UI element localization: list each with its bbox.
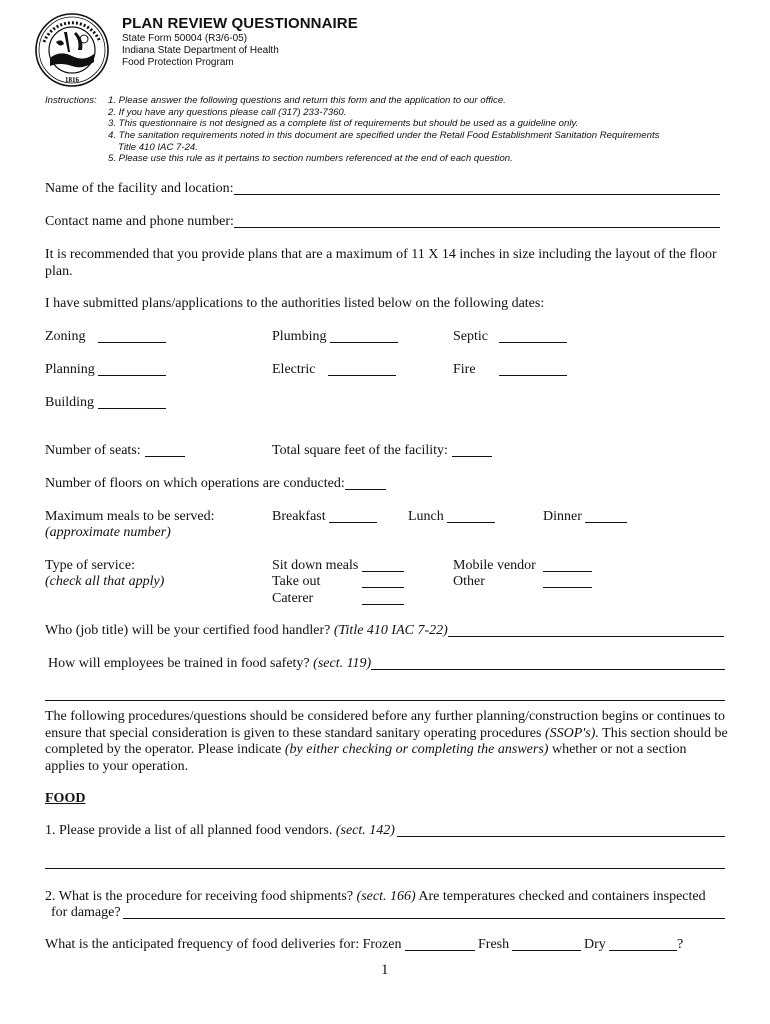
- electric-date-input[interactable]: [328, 375, 396, 376]
- breakfast-input[interactable]: [329, 522, 377, 523]
- electric-label: Electric: [272, 362, 316, 377]
- caterer-label: Caterer: [272, 591, 314, 606]
- planning-date-input[interactable]: [98, 375, 166, 376]
- facility-label: Name of the facility and location:: [45, 181, 234, 196]
- receiving-procedure-input[interactable]: [123, 918, 725, 919]
- sqft-label: Total square feet of the facility:: [272, 443, 448, 458]
- seal-year: 1816: [65, 76, 79, 84]
- instruction-2: 2. If you have any questions please call (317) 233-7360.: [108, 107, 347, 118]
- dry-frequency-input[interactable]: [609, 950, 677, 951]
- service-sub-label: (check all that apply): [45, 574, 165, 589]
- take-out-label: Take out: [272, 574, 321, 589]
- handler-input[interactable]: [448, 636, 724, 637]
- procedures-line1: The following procedures/questions should be considered before any further planning/construction begins or continues to: [45, 709, 725, 724]
- food-vendors-input-2[interactable]: [45, 868, 725, 869]
- instruction-5: 5. Please use this rule as it pertains to section numbers referenced at the end of each question.: [108, 153, 513, 164]
- other-label: Other: [453, 574, 485, 589]
- food-heading: FOOD: [45, 791, 86, 806]
- food-q2-line1: 2. What is the procedure for receiving food shipments? (sect. 166) Are temperatures checked and containers inspected: [45, 889, 706, 904]
- instruction-4-cont: Title 410 IAC 7-24.: [118, 142, 198, 153]
- sit-down-label: Sit down meals: [272, 558, 359, 573]
- mobile-vendor-label: Mobile vendor: [453, 558, 536, 573]
- planning-label: Planning: [45, 362, 95, 377]
- caterer-checkbox[interactable]: [362, 604, 404, 605]
- instructions-label: Instructions:: [45, 95, 97, 106]
- sit-down-checkbox[interactable]: [362, 571, 404, 572]
- breakfast-label: Breakfast: [272, 509, 326, 524]
- department-name: Indiana State Department of Health: [122, 45, 279, 56]
- fresh-frequency-input[interactable]: [512, 950, 581, 951]
- meals-label: Maximum meals to be served:: [45, 509, 215, 524]
- septic-date-input[interactable]: [499, 342, 567, 343]
- zoning-date-input[interactable]: [98, 342, 166, 343]
- procedures-line2: ensure that special consideration is given to these standard sanitary operating procedures (SSOP's). This section should be: [45, 726, 728, 741]
- lunch-input[interactable]: [447, 522, 495, 523]
- dinner-label: Dinner: [543, 509, 582, 524]
- food-vendors-input[interactable]: [397, 836, 725, 837]
- fire-date-input[interactable]: [499, 375, 567, 376]
- program-name: Food Protection Program: [122, 57, 234, 68]
- floors-input[interactable]: [345, 489, 386, 490]
- contact-label: Contact name and phone number:: [45, 214, 234, 229]
- handler-question: Who (job title) will be your certified food handler? (Title 410 IAC 7-22): [45, 623, 448, 638]
- seats-label: Number of seats:: [45, 443, 141, 458]
- instruction-3: 3. This questionnaire is not designed as a complete list of requirements but should be used as a guideline only.: [108, 118, 579, 129]
- septic-label: Septic: [453, 329, 488, 344]
- sqft-input[interactable]: [452, 456, 492, 457]
- meals-sub-label: (approximate number): [45, 525, 171, 540]
- building-date-input[interactable]: [98, 408, 166, 409]
- frozen-frequency-input[interactable]: [405, 950, 475, 951]
- training-input[interactable]: [371, 669, 725, 670]
- training-question: How will employees be trained in food safety? (sect. 119): [48, 656, 372, 671]
- other-checkbox[interactable]: [543, 587, 592, 588]
- instruction-1: 1. Please answer the following questions and return this form and the application to our office.: [108, 95, 506, 106]
- facility-input[interactable]: [234, 194, 720, 195]
- building-label: Building: [45, 395, 95, 410]
- take-out-checkbox[interactable]: [362, 587, 404, 588]
- question-mark: ?: [677, 937, 684, 952]
- fire-label: Fire: [453, 362, 476, 377]
- procedures-line4: applies to your operation.: [45, 759, 189, 774]
- service-label: Type of service:: [45, 558, 135, 573]
- page-title: PLAN REVIEW QUESTIONNAIRE: [122, 15, 358, 32]
- food-q1: 1. Please provide a list of all planned food vendors. (sect. 142): [45, 823, 395, 838]
- lunch-label: Lunch: [408, 509, 444, 524]
- dinner-input[interactable]: [585, 522, 627, 523]
- dry-label: Dry: [584, 937, 606, 952]
- form-number: State Form 50004 (R3/6-05): [122, 33, 248, 44]
- fresh-label: Fresh: [478, 937, 510, 952]
- food-q2-line2: for damage?: [51, 905, 121, 920]
- frequency-label: What is the anticipated frequency of food deliveries for: Frozen: [45, 937, 402, 952]
- zoning-label: Zoning: [45, 329, 86, 344]
- section-divider: [45, 700, 725, 701]
- floors-label: Number of floors on which operations are conducted:: [45, 476, 345, 491]
- procedures-line3: completed by the operator. Please indicate (by either checking or completing the answers) whether or not a section: [45, 742, 687, 757]
- page-number: 1: [381, 962, 389, 978]
- contact-input[interactable]: [234, 227, 720, 228]
- mobile-vendor-checkbox[interactable]: [543, 571, 592, 572]
- plans-note-line1: It is recommended that you provide plans that are a maximum of 11 X 14 inches in size including the layout of the floor: [45, 247, 717, 262]
- plumbing-label: Plumbing: [272, 329, 327, 344]
- instruction-4: 4. The sanitation requirements noted in this document are specified under the Retail Food Establishment Sanitation Requirements: [108, 130, 660, 141]
- plans-note-line2: plan.: [45, 264, 73, 279]
- plumbing-date-input[interactable]: [330, 342, 398, 343]
- submitted-label: I have submitted plans/applications to the authorities listed below on the following dates:: [45, 296, 545, 311]
- seats-input[interactable]: [145, 456, 185, 457]
- state-seal-logo: [34, 12, 110, 88]
